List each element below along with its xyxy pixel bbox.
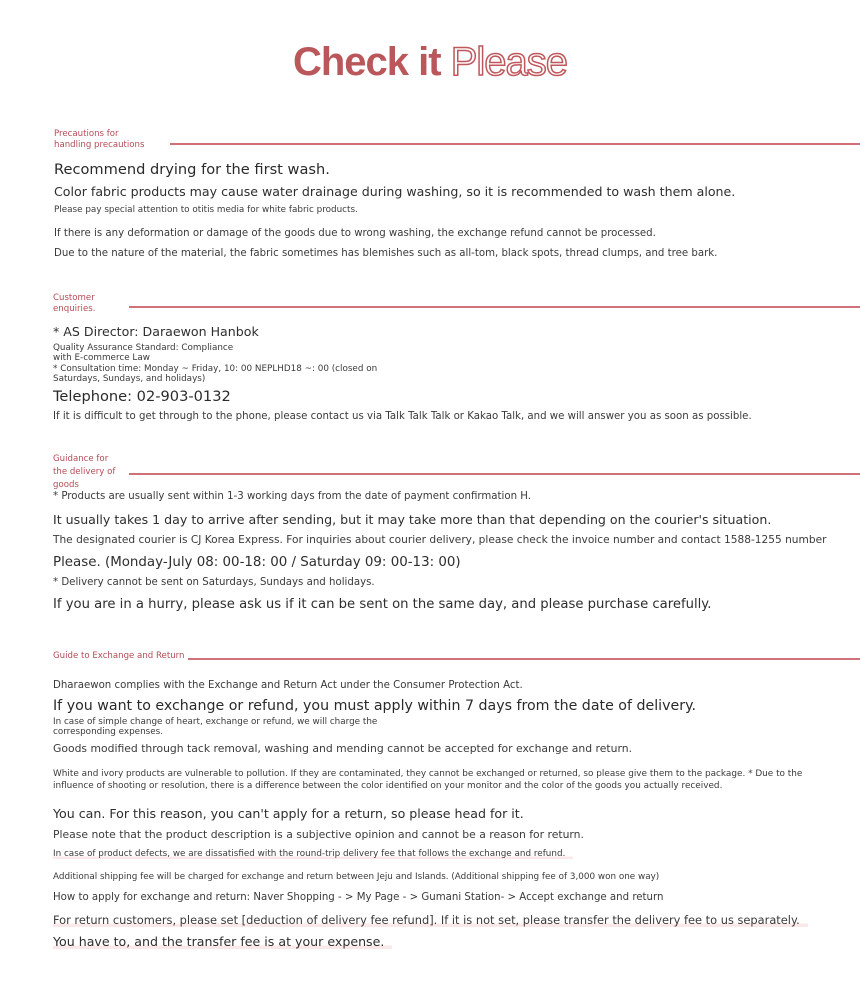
exchange-line: Dharaewon complies with the Exchange and Return Act under the Consumer Protection Act. [53,680,523,691]
title-bold: Check it [292,40,441,84]
delivery-line: The designated courier is CJ Korea Express. For inquiries about courier delivery, please check the invoice number and contact 1588-1255 number [53,534,827,546]
exchange-line: White and ivory products are vulnerable to pollution. If they are contaminated, they cannot be exchanged or returned, so please give them to the package. * Due to the influence of shooting or resolution, there is a difference between the color identified on your monitor and the color of the goods you actually received. [53,769,803,791]
enquiry-line: Quality Assurance Standard: Compliance with E-commerce Law [53,343,234,363]
section-divider [129,473,860,475]
precaution-line: Please pay special attention to otitis media for white fabric products. [54,205,358,215]
exchange-line: Goods modified through tack removal, washing and mending cannot be accepted for exchange and return. [53,742,632,755]
exchange-line: Additional shipping fee will be charged for exchange and return between Jeju and Islands. (Additional shipping fee of 3,000 won one way) [53,872,660,882]
section-label-exchange: Guide to Exchange and Return [53,651,185,661]
enquiry-line: * AS Director: Daraewon Hanbok [53,324,259,339]
page-title [0,40,860,85]
precaution-line: Recommend drying for the first wash. [54,161,330,178]
telephone-line: Telephone: 02-903-0132 [53,388,231,405]
exchange-line: If you want to exchange or refund, you must apply within 7 days from the date of delivery. [53,698,696,714]
section-label-precautions: Precautions for handling precautions [54,129,145,150]
precaution-line: If there is any deformation or damage of the goods due to wrong washing, the exchange refund cannot be processed. [54,228,656,239]
exchange-line: In case of product defects, we are dissatisfied with the round-trip delivery fee that follows the exchange and refund. [53,849,573,859]
exchange-line: Please note that the product description is a subjective opinion and cannot be a reason for return. [53,828,584,841]
section-divider [188,658,860,660]
delivery-line: Please. (Monday-July 08: 00-18: 00 / Saturday 09: 00-13: 00) [53,555,461,570]
section-divider [170,143,860,145]
section-divider [129,306,860,308]
delivery-line: If you are in a hurry, please ask us if it can be sent on the same day, and please purchase carefully. [53,597,712,612]
exchange-line: For return customers, please set [deduction of delivery fee refund]. If it is not set, please transfer the delivery fee to us separately. [53,913,808,927]
enquiry-line: If it is difficult to get through to the phone, please contact us via Talk Talk Talk or Kakao Talk, and we will answer you as soon as possible. [53,411,752,422]
precaution-line: Color fabric products may cause water drainage during washing, so it is recommended to wash them alone. [54,184,736,199]
exchange-line: You have to, and the transfer fee is at your expense. [53,934,392,949]
exchange-line: In case of simple change of heart, exchange or refund, we will charge the corresponding expenses. [53,717,378,737]
section-label-delivery: Guidance for the delivery of goods [53,454,116,490]
delivery-line: * Delivery cannot be sent on Saturdays, Sundays and holidays. [53,577,375,588]
precaution-line: Due to the nature of the material, the fabric sometimes has blemishes such as all-tom, black spots, thread clumps, and tree bark. [54,248,718,259]
title-outline: Please [450,40,568,84]
enquiry-line: * Consultation time: Monday ~ Friday, 10: 00 NEPLHD18 ~: 00 (closed on Saturdays, Sundays, and holidays) [53,364,378,384]
delivery-line: It usually takes 1 day to arrive after sending, but it may take more than that depending on the courier's situation. [53,512,772,527]
exchange-line: How to apply for exchange and return: Naver Shopping - > My Page - > Gumani Station- > Accept exchange and return [53,892,664,903]
delivery-line: * Products are usually sent within 1-3 working days from the date of payment confirmation H. [53,491,532,502]
exchange-line: You can. For this reason, you can't apply for a return, so please head for it. [53,806,524,821]
section-label-enquiries: Customer enquiries. [53,293,96,314]
